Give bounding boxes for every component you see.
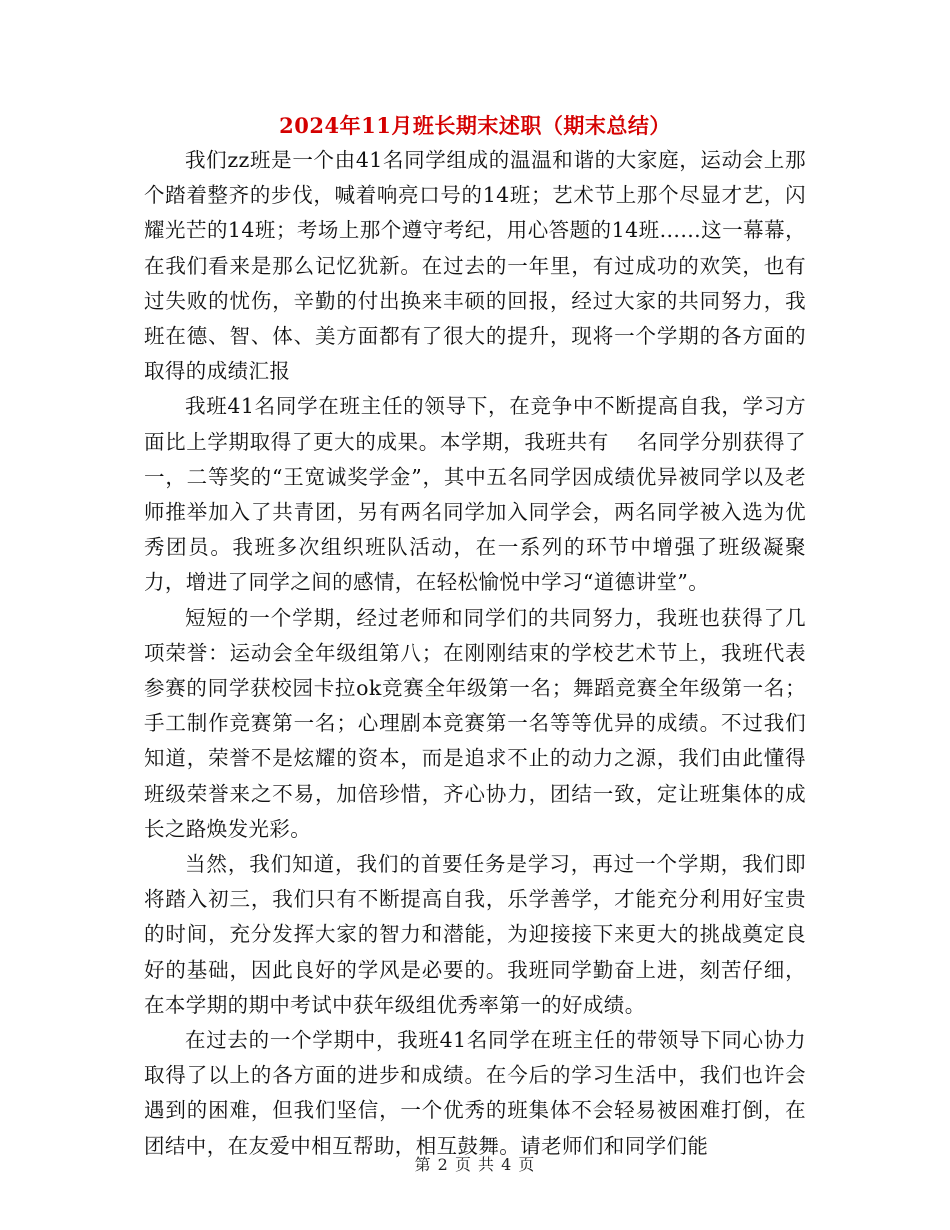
paragraph: 我班41名同学在班主任的领导下，在竞争中不断提高自我，学习方面比上学期取得了更大的成果。本学期，我班共有 名同学分别获得了一，二等奖的“王宽诚奖学金”，其中五名同学因成绩优异被同学以及老师推举加入了共青团，另有两名同学加入同学会，两名同学被入选为优秀团员。我班多次组织班队活动，在一系列的环节中增强了班级凝聚力，增进了同学之间的感情，在轻松愉悦中学习“道德讲堂”。 bbox=[144, 394, 806, 595]
document-body bbox=[144, 143, 806, 1164]
paragraph: 当然，我们知道，我们的首要任务是学习，再过一个学期，我们即将踏入初三，我们只有不断提高自我，乐学善学，才能充分利用好宝贵的时间，充分发挥大家的智力和潜能，为迎接接下来更大的挑战奠定良好的基础，因此良好的学风是必要的。我班同学勤奋上进，刻苦仔细，在本学期的期中考试中获年级组优秀率第一的好成绩。 bbox=[144, 852, 806, 1017]
page-number-footer: 第 2 页 共 4 页 bbox=[414, 1155, 536, 1174]
paragraph: 短短的一个学期，经过老师和同学们的共同努力，我班也获得了几项荣誉：运动会全年级组第八；在刚刚结束的学校艺术节上，我班代表参赛的同学获校园卡拉ok竞赛全年级第一名；舞蹈竞赛全年级第一名；手工制作竞赛第一名；心理剧本竞赛第一名等等优异的成绩。不过我们知道，荣誉不是炫耀的资本，而是追求不止的动力之源，我们由此懂得班级荣誉来之不易，加倍珍惜，齐心协力，团结一致，定让班集体的成长之路焕发光彩。 bbox=[144, 605, 806, 841]
paragraph: 在过去的一个学期中，我班41名同学在班主任的带领导下同心协力取得了以上的各方面的进步和成绩。在今后的学习生活中，我们也许会遇到的困难，但我们坚信，一个优秀的班集体不会轻易被困难打倒，在团结中，在友爱中相互帮助，相互鼓舞。请老师们和同学们能 bbox=[144, 1028, 806, 1158]
paragraph: 我们zz班是一个由41名同学组成的温温和谐的大家庭，运动会上那个踏着整齐的步伐，喊着响亮口号的14班；艺术节上那个尽显才艺，闪耀光芒的14班；考场上那个遵守考纪，用心答题的14班......这一幕幕，在我们看来是那么记忆犹新。在过去的一年里，有过成功的欢笑，也有过失败的忧伤，辛勤的付出换来丰硕的回报，经过大家的共同努力，我班在德、智、体、美方面都有了很大的提升，现将一个学期的各方面的取得的成绩汇报 bbox=[144, 148, 806, 384]
document-title: 2024年11月班长期末述职（期末总结） bbox=[279, 113, 671, 138]
